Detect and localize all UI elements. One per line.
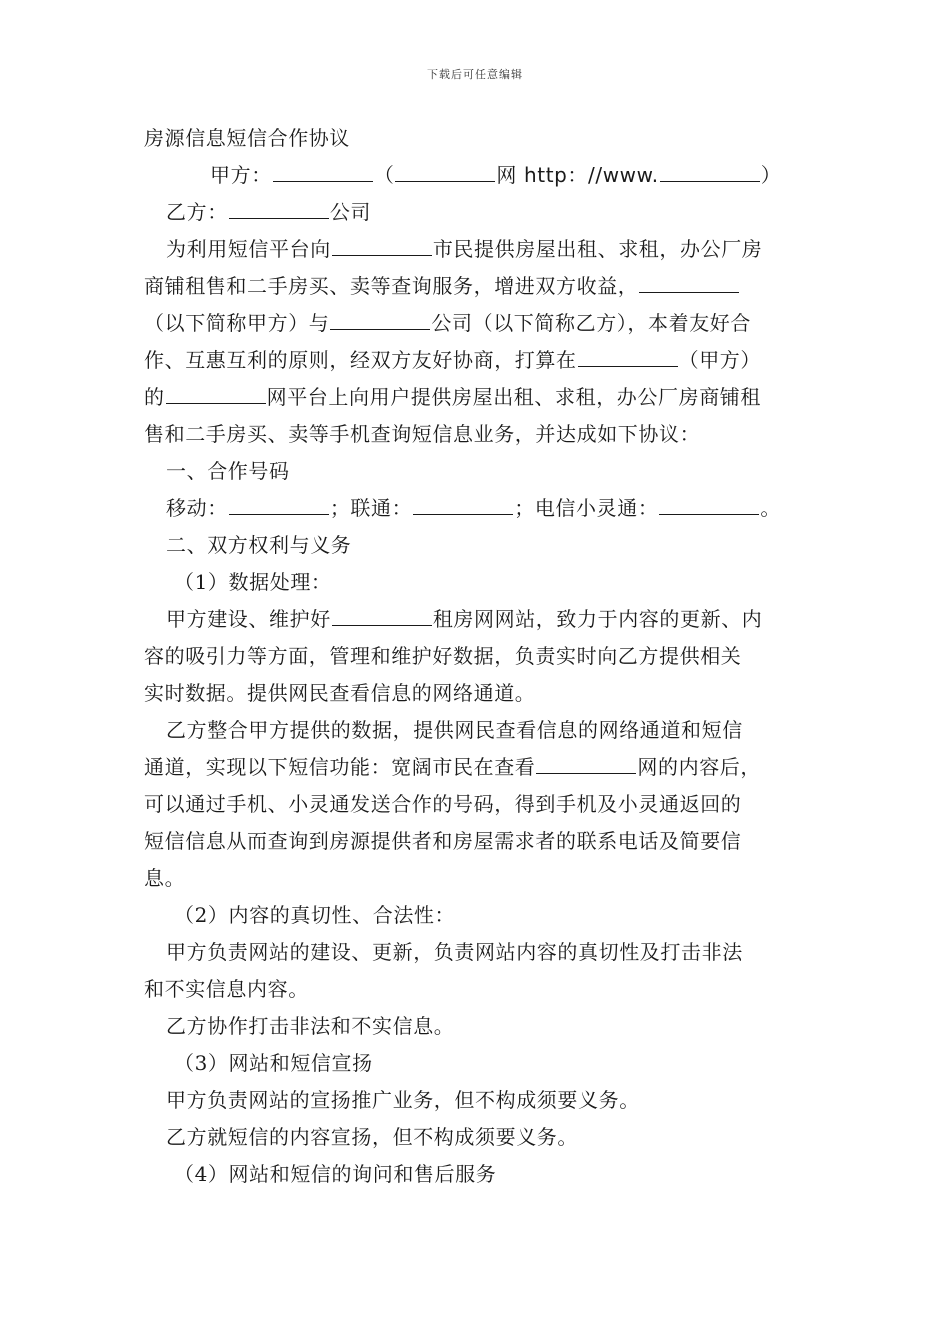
blank-field[interactable]	[578, 342, 678, 367]
intro-line	[144, 305, 806, 342]
blank-field[interactable]	[229, 490, 329, 515]
paragraph-line: 可以通过手机、小灵通发送合作的号码，得到手机及小灵通返回的	[144, 792, 742, 816]
text: 商铺租售和二手房买、卖等查询服务，增进双方收益，	[144, 274, 639, 298]
intro-line	[144, 379, 806, 416]
text: 。	[760, 496, 782, 520]
intro-line	[144, 342, 806, 379]
blank-field[interactable]	[659, 490, 759, 515]
contact-numbers-line	[144, 490, 806, 527]
text: 市民提供房屋出租、求租，办公厂房	[432, 237, 763, 261]
unicom-label: ；联通：	[329, 496, 413, 520]
agreement-document	[144, 120, 806, 1193]
item-heading: （1）数据处理：	[174, 570, 332, 594]
blank-field[interactable]	[273, 157, 373, 182]
paragraph-line: 短信信息从而查询到房源提供者和房屋需求者的联系电话及简要信	[144, 829, 742, 853]
party-a-label: 甲方：	[210, 163, 272, 187]
paragraph-line: 息。	[144, 866, 186, 890]
text: 租房网网站，致力于内容的更新、内	[432, 607, 763, 631]
blank-field[interactable]	[413, 490, 513, 515]
party-b-suffix: 公司	[329, 200, 372, 224]
paragraph-line: 甲方负责网站的宣扬推广业务，但不构成须要义务。	[166, 1088, 640, 1112]
section-heading: 一、合作号码	[166, 459, 290, 483]
intro-line	[144, 231, 806, 268]
party-a-line	[144, 157, 806, 194]
paragraph-line: 乙方就短信的内容宣扬，但不构成须要义务。	[166, 1125, 578, 1149]
paragraph-line	[144, 749, 806, 786]
paragraph-line: 乙方整合甲方提供的数据，提供网民查看信息的网络通道和短信	[166, 718, 743, 742]
text: 的	[144, 385, 165, 409]
text: 为利用短信平台向	[166, 237, 331, 261]
text: 售和二手房买、卖等手机查询短信息业务，并达成如下协议：	[144, 422, 701, 446]
text: 公司（以下简称乙方），本着友好合	[431, 311, 752, 335]
text: 网平台上向用户提供房屋出租、求租，办公厂房商铺租	[266, 385, 762, 409]
item-heading: （2）内容的真切性、合法性：	[174, 903, 456, 927]
party-b-line	[144, 194, 806, 231]
item-heading: （3）网站和短信宣扬	[174, 1051, 373, 1075]
party-a-site: 网 http：//www.	[496, 163, 659, 187]
paragraph-line: 和不实信息内容。	[144, 977, 309, 1001]
paragraph-line: 实时数据。提供网民查看信息的网络通道。	[144, 681, 536, 705]
blank-field[interactable]	[332, 601, 432, 626]
blank-field[interactable]	[166, 379, 266, 404]
page-header-note: 下载后可任意编辑	[427, 68, 523, 81]
paragraph-line: 乙方协作打击非法和不实信息。	[166, 1014, 455, 1038]
telecom-label: ；电信小灵通：	[514, 496, 659, 520]
paragraph-line: 甲方负责网站的建设、更新，负责网站内容的真切性及打击非法	[166, 940, 743, 964]
blank-field[interactable]	[332, 231, 432, 256]
paragraph-line	[144, 601, 806, 638]
paren-open: （	[373, 163, 395, 187]
text: 网的内容后，	[637, 755, 762, 779]
item-heading: （4）网站和短信的询问和售后服务	[174, 1162, 497, 1186]
section-heading: 二、双方权利与义务	[166, 533, 352, 557]
intro-line	[144, 268, 806, 305]
blank-field[interactable]	[660, 157, 760, 182]
text: 作、互惠互利的原则，经双方友好协商，打算在	[144, 348, 577, 372]
paragraph-line: 容的吸引力等方面，管理和维护好数据，负责实时向乙方提供相关	[144, 644, 742, 668]
text: 甲方建设、维护好	[166, 607, 331, 631]
blank-field[interactable]	[395, 157, 495, 182]
document-title: 房源信息短信合作协议	[144, 126, 350, 150]
intro-line	[144, 416, 806, 453]
text: （甲方）	[678, 348, 762, 372]
blank-field[interactable]	[536, 749, 636, 774]
blank-field[interactable]	[330, 305, 430, 330]
mobile-label: 移动：	[166, 496, 228, 520]
text: 通道，实现以下短信功能：宽阔市民在查看	[144, 755, 536, 779]
blank-field[interactable]	[229, 194, 329, 219]
party-b-label: 乙方：	[166, 200, 228, 224]
paren-close: ）	[760, 163, 782, 187]
text: （以下简称甲方）与	[144, 311, 330, 335]
blank-field[interactable]	[639, 268, 739, 293]
